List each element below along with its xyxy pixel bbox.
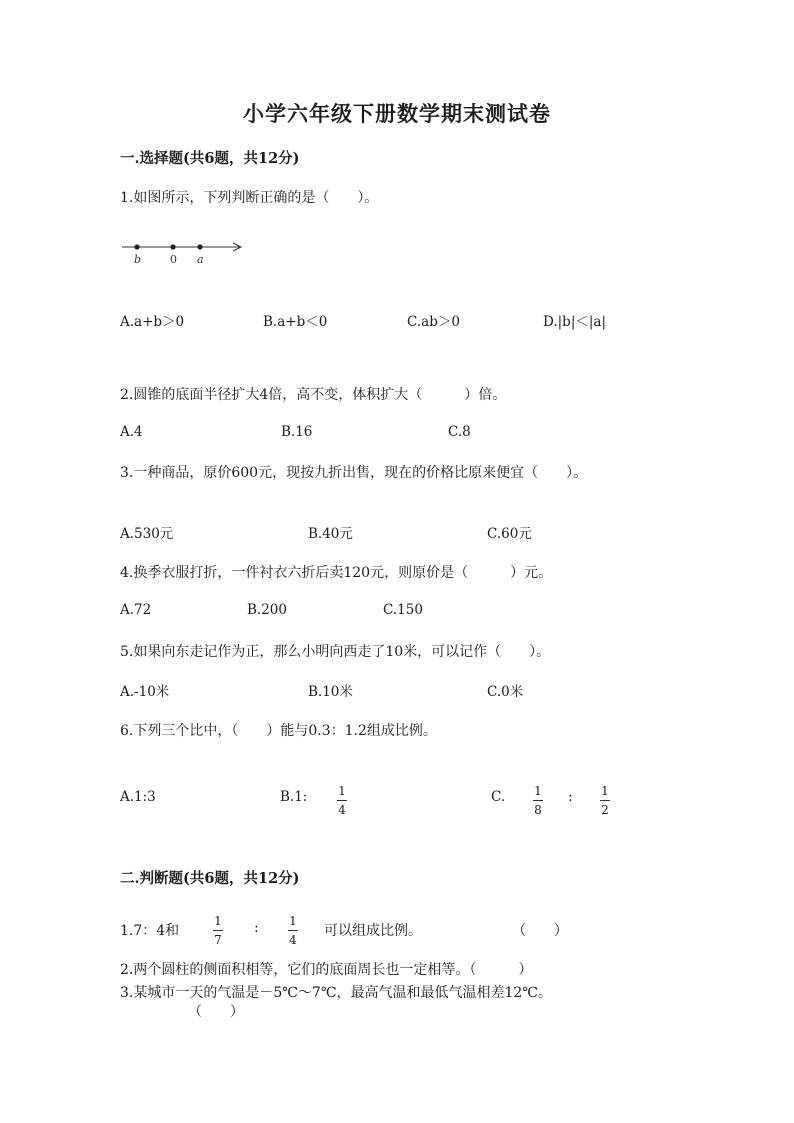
label-a: a	[197, 253, 204, 266]
s1-q1-option-c: C.ab＞0	[407, 314, 460, 330]
s2-q2-text: 2.两个圆柱的侧面积相等，它们的底面周长也一定相等。（ ）	[120, 962, 533, 978]
s1-q4-option-a: A.72	[120, 602, 152, 618]
label-zero: 0	[170, 253, 177, 266]
s1-q2-text: 2.圆锥的底面半径扩大4倍，高不变，体积扩大（ ）倍。	[120, 387, 507, 403]
s2-q1-prefix: 1.7：4和	[120, 923, 180, 939]
s1-q6-option-c-colon: :	[568, 789, 573, 805]
s1-q5-option-c: C.0米	[487, 684, 524, 700]
fraction-denominator: 7	[214, 933, 222, 947]
point-b	[134, 244, 139, 249]
s1-q5-text: 5.如果向东走记作为正，那么小明向西走了10米，可以记作（ ）。	[120, 644, 551, 660]
s2-q3-answer-blank: （ ）	[188, 1004, 244, 1020]
fraction-bar	[533, 800, 543, 801]
s1-q6-option-c-prefix: C.	[491, 789, 506, 805]
number-line-figure	[118, 238, 248, 268]
s1-q1-text: 1.如图所示，下列判断正确的是（ ）。	[120, 190, 379, 206]
fraction-numerator: 1	[338, 784, 346, 798]
section2-heading: 二.判断题(共6题，共12分)	[120, 870, 300, 887]
s1-q6-option-c-fraction-1	[533, 784, 543, 817]
s1-q2-option-c: C.8	[448, 424, 471, 440]
fraction-bar	[337, 800, 347, 801]
fraction-bar	[288, 930, 298, 931]
fraction-numerator: 1	[534, 784, 542, 798]
s1-q1-option-d: D.|b|＜|a|	[543, 314, 607, 330]
page-title: 小学六年级下册数学期末测试卷	[243, 101, 551, 126]
fraction-denominator: 4	[338, 803, 346, 817]
fraction-denominator: 2	[601, 803, 609, 817]
s1-q4-option-c: C.150	[383, 602, 423, 618]
fraction-denominator: 4	[289, 933, 297, 947]
s1-q5-option-b: B.10米	[308, 684, 353, 700]
s2-q1-suffix: 可以组成比例。	[324, 923, 422, 939]
label-b: b	[134, 253, 142, 266]
s2-q1-fraction-2	[288, 914, 298, 947]
s1-q3-text: 3.一种商品，原价600元，现按九折出售，现在的价格比原来便宜（ ）。	[120, 465, 588, 481]
section1-heading: 一.选择题(共6题，共12分)	[120, 150, 300, 167]
s1-q1-option-b: B.a+b＜0	[263, 314, 328, 330]
s2-q1-colon: :	[254, 920, 259, 936]
s1-q6-option-b-prefix: B.1:	[280, 789, 308, 805]
s1-q6-option-b-fraction	[337, 784, 347, 817]
s1-q6-option-a: A.1:3	[120, 789, 156, 805]
s1-q2-option-b: B.16	[281, 424, 313, 440]
s1-q1-option-a: A.a+b＞0	[120, 314, 185, 330]
s1-q4-option-b: B.200	[247, 602, 287, 618]
s1-q2-option-a: A.4	[120, 424, 143, 440]
fraction-denominator: 8	[534, 803, 542, 817]
s2-q3-text: 3.某城市一天的气温是－5℃～7℃，最高气温和最低气温相差12℃。	[120, 985, 552, 1001]
s1-q3-option-c: C.60元	[487, 526, 532, 542]
s2-q1-fraction-1	[213, 914, 223, 947]
s1-q3-option-b: B.40元	[308, 526, 353, 542]
s2-q1-answer-blank: （ ）	[512, 923, 568, 939]
s1-q4-text: 4.换季衣服打折，一件衬衣六折后卖120元，则原价是（ ）元。	[120, 565, 553, 581]
s1-q3-option-a: A.530元	[120, 526, 174, 542]
fraction-numerator: 1	[214, 914, 222, 928]
fraction-numerator: 1	[601, 784, 609, 798]
point-a	[197, 244, 202, 249]
point-zero	[170, 244, 175, 249]
s1-q6-text: 6.下列三个比中，（ ）能与0.3：1.2组成比例。	[120, 723, 437, 739]
s1-q5-option-a: A.-10米	[120, 684, 170, 700]
s1-q6-option-c-fraction-2	[600, 784, 610, 817]
fraction-bar	[213, 930, 223, 931]
fraction-bar	[600, 800, 610, 801]
fraction-numerator: 1	[289, 914, 297, 928]
